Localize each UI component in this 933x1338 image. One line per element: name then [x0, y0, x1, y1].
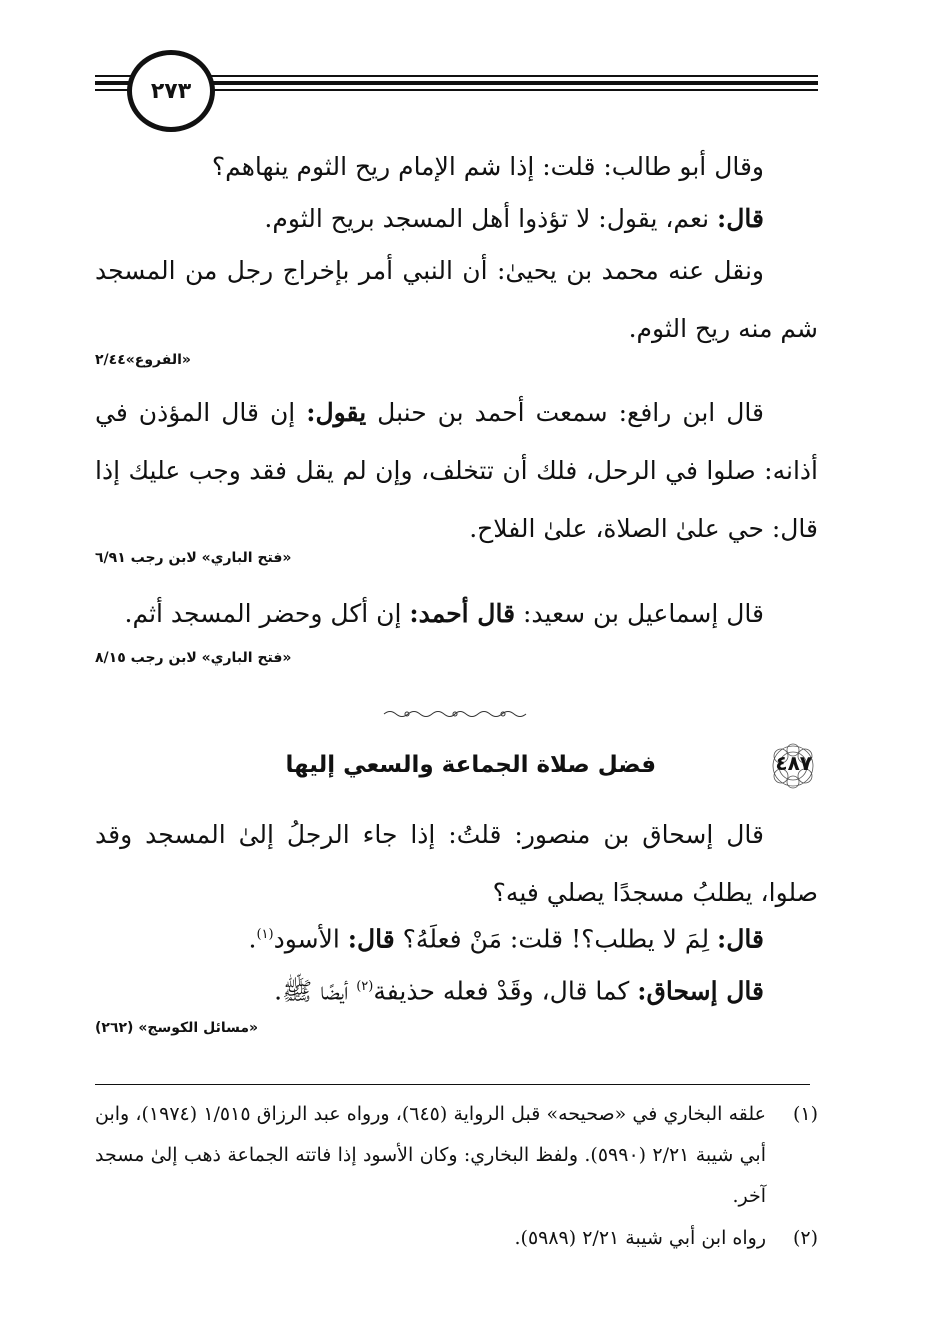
paragraph-3 [95, 242, 818, 358]
paragraph-1-text: وقال أبو طالب: قلت: إذا شم الإمام ريح الثوم ينهاهم؟ [211, 152, 764, 181]
chapter-number: ٤٨٧ [775, 751, 812, 775]
paragraph-5-text: إن أكل وحضر المسجد أثم. [124, 599, 410, 628]
source-citation-text: «فتح الباري» لابن رجب ٨/١٥ [95, 650, 292, 666]
chapter-paragraph-2-text: لِمَ لا يطلب؟! قلت: مَنْ فعلَهُ؟ [394, 924, 718, 954]
chapter-title: فضل صلاة الجماعة والسعي إليها [285, 752, 656, 778]
footnote-1 [95, 1094, 818, 1217]
footnote-ref[interactable]: (١) [256, 927, 274, 942]
paragraph-1 [95, 138, 818, 196]
chapter-paragraph-3-text: كما قال، وقَدْ فعله حذيفة [373, 976, 638, 1006]
speaker-label: قال: [717, 204, 764, 233]
chapter-paragraph-1 [95, 806, 818, 922]
source-citation [95, 550, 818, 566]
footnote-2 [95, 1218, 818, 1259]
footnote-text: علقه البخاري في «صحيحه» قبل الرواية (٦٤٥)، ورواه عبد الرزاق ١/٥١٥ (١٩٧٤)، وابن أبي شيبة ٢/٢١ (٥٩٩٠). ولفظ البخاري: وكان الأسود إذا فاتته الجماعة ذهب إلىٰ مسجد آخر. [95, 1103, 766, 1207]
paragraph-4-text: إن قال المؤذن في أذانه: صلوا في الرحل، فلك أن تتخلف، وإن لم يقل فقد وجب عليك إذا قال: حي علىٰ الصلاة، علىٰ الفلاح. [95, 398, 818, 543]
footnote-number: (١) [792, 1103, 818, 1125]
source-citation-text: «فتح الباري» لابن رجب ٦/٩١ [95, 550, 292, 566]
page-number [127, 50, 215, 132]
paragraph-2-text: نعم، يقول: لا تؤذوا أهل المسجد بريح الثوم. [264, 204, 718, 233]
paragraph-4 [95, 384, 818, 558]
footnote-text: رواه ابن أبي شيبة ٢/٢١ (٥٩٨٩). [514, 1227, 766, 1249]
speaker-label: يقول: [306, 398, 367, 427]
chapter-paragraph-3-end: أيضًا ﷺ. [274, 976, 357, 1006]
speaker-label: قال: [347, 924, 395, 954]
chapter-paragraph-2-text-b: الأسود [273, 924, 348, 954]
speaker-label: قال أحمد: [409, 599, 516, 628]
source-citation-text: «مسائل الكوسج» (٢٦٢) [95, 1020, 259, 1036]
paragraph-5 [95, 585, 818, 643]
chapter-paragraph-1-text: قال إسحاق بن منصور: قلتُ: إذا جاء الرجلُ إلىٰ المسجد وقد صلوا، يطلبُ مسجدًا يصلي فيه؟ [95, 820, 818, 907]
footnote-ref[interactable]: (٢) [356, 979, 374, 994]
paragraph-4-pre: قال ابن رافع: سمعت أحمد بن حنبل [366, 398, 764, 427]
footnote-number: (٢) [792, 1227, 818, 1249]
speaker-label: قال إسحاق: [637, 976, 764, 1006]
ornament-divider-icon [382, 709, 528, 719]
paragraph-2 [95, 190, 818, 248]
chapter-paragraph-2-end: . [248, 924, 257, 954]
chapter-number-badge [768, 742, 818, 790]
chapter-paragraph-3 [95, 958, 818, 1020]
paragraph-3-text: ونقل عنه محمد بن يحيىٰ: أن النبي أمر بإخراج رجل من المسجد شم منه ريح الثوم. [95, 256, 818, 343]
source-citation [95, 1020, 818, 1036]
source-citation [95, 352, 818, 368]
page-number-text: ٢٧٣ [150, 78, 192, 104]
speaker-label: قال: [717, 924, 764, 954]
source-citation-text: «الفروع»٢/٤٤ [95, 352, 191, 368]
paragraph-5-pre: قال إسماعيل بن سعيد: [515, 599, 764, 628]
source-citation [95, 650, 818, 666]
footnote-rule [95, 1084, 810, 1085]
